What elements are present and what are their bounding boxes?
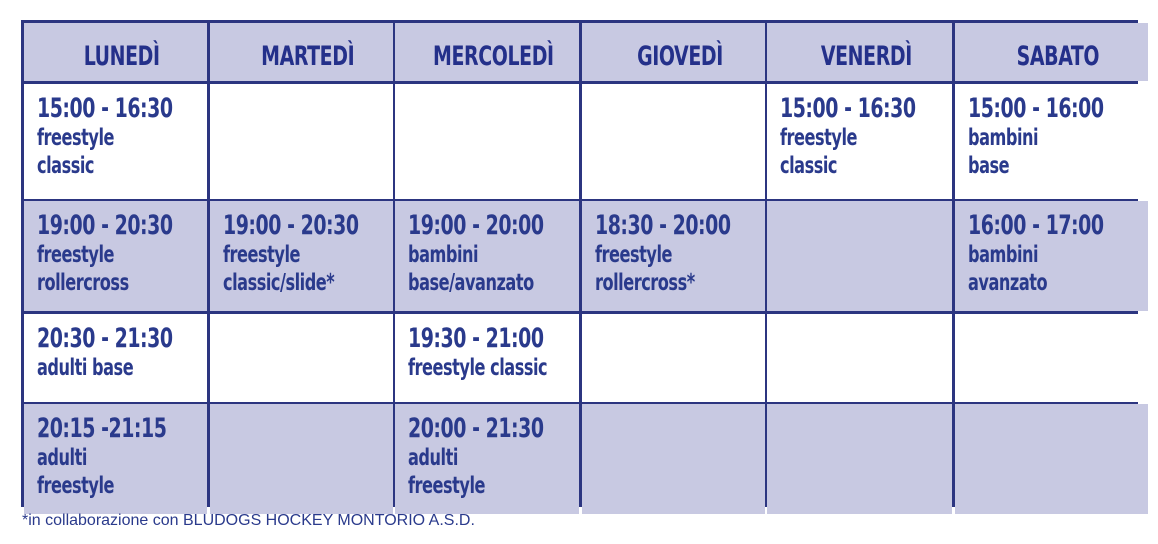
empty-cell bbox=[210, 404, 393, 514]
day-header-saturday: SABATO bbox=[955, 23, 1148, 81]
empty-cell bbox=[210, 84, 393, 199]
slot-cell: 15:00 - 16:00 bambini base bbox=[955, 84, 1148, 199]
empty-cell bbox=[955, 404, 1148, 514]
slot-cell: 19:00 - 20:30 freestyle classic/slide* bbox=[210, 201, 393, 311]
slot-cell: 15:00 - 16:30 freestyle classic bbox=[24, 84, 207, 199]
empty-cell bbox=[582, 84, 765, 199]
empty-cell bbox=[767, 201, 952, 311]
day-header-monday: LUNEDÌ bbox=[24, 23, 207, 81]
day-header-thursday: GIOVEDÌ bbox=[582, 23, 765, 81]
empty-cell bbox=[955, 314, 1148, 402]
slot-cell: 15:00 - 16:30 freestyle classic bbox=[767, 84, 952, 199]
day-header-friday: VENERDÌ bbox=[767, 23, 952, 81]
slot-cell: 20:15 -21:15 adulti freestyle bbox=[24, 404, 207, 514]
slot-cell: 18:30 - 20:00 freestyle rollercross* bbox=[582, 201, 765, 311]
slot-cell: 19:30 - 21:00 freestyle classic bbox=[395, 314, 579, 402]
slot-cell: 20:00 - 21:30 adulti freestyle bbox=[395, 404, 579, 514]
day-header-tuesday: MARTEDÌ bbox=[210, 23, 393, 81]
footnote: *in collaborazione con BLUDOGS HOCKEY MONTORIO A.S.D. bbox=[22, 512, 475, 529]
empty-cell bbox=[582, 314, 765, 402]
slot-cell: 16:00 - 17:00 bambini avanzato bbox=[955, 201, 1148, 311]
empty-cell bbox=[767, 314, 952, 402]
slot-cell: 20:30 - 21:30 adulti base bbox=[24, 314, 207, 402]
empty-cell bbox=[395, 84, 579, 199]
schedule-table bbox=[21, 20, 1138, 507]
empty-cell bbox=[767, 404, 952, 514]
day-header-wednesday: MERCOLEDÌ bbox=[395, 23, 579, 81]
slot-cell: 19:00 - 20:30 freestyle rollercross bbox=[24, 201, 207, 311]
slot-cell: 19:00 - 20:00 bambini base/avanzato bbox=[395, 201, 579, 311]
empty-cell bbox=[582, 404, 765, 514]
empty-cell bbox=[210, 314, 393, 402]
